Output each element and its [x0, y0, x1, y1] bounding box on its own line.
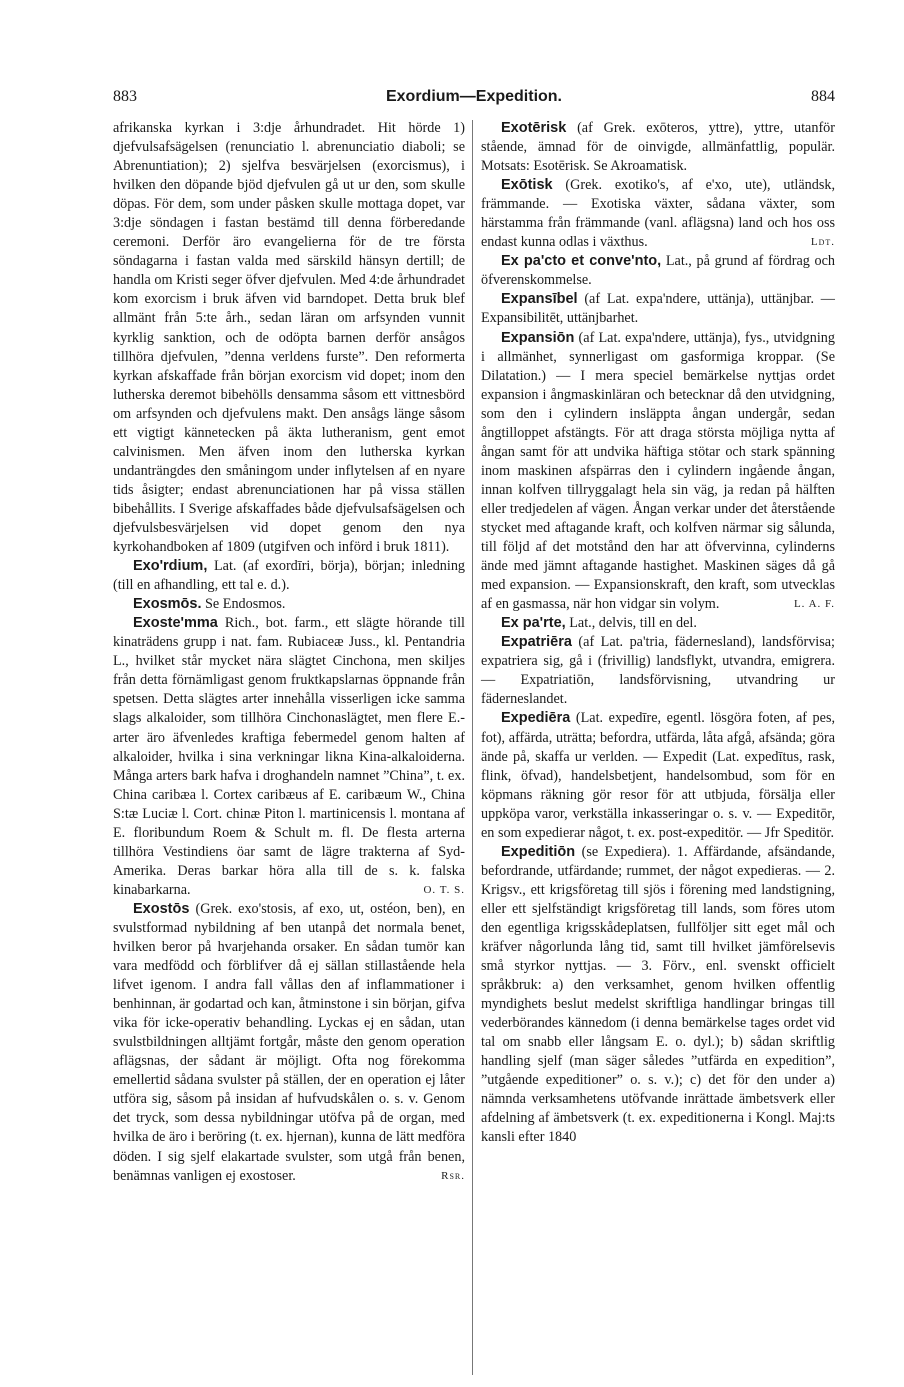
entry-expansion	[481, 329, 835, 615]
entry-text: (af Lat. expa'ndere, uttänja), uttänjbar. — Expansibilitēt, uttänjbarhet.	[481, 291, 835, 327]
page-number-right: 884	[811, 88, 835, 105]
headword: Expediēra	[501, 710, 571, 727]
running-header	[113, 88, 835, 110]
headword: Exosmōs.	[133, 596, 202, 613]
author-signature: O. T. S.	[423, 883, 465, 896]
entry-continuation	[113, 119, 465, 557]
entry-text: Rich., bot. farm., ett slägte hörande till kinaträdens grupp i nat. fam. Rubiaceæ Juss., kl. Pentandria L., hvilket står mycket nära slägtet Cinchona, men skiljes från detta förnämligast genom fruktkapslarnas öppnande från spetsen. Detta slägtes arter innehålla visserligen icke samma slags alkaloider, som tillhöra Cinchonaslägtet, men flere E.-arter äro äfvenledes kraftiga febermedel genom halten af alkaloider, hvilka i sina verkningar likna Kina-alkaloiderna. Många arters bark hafva i droghandeln namnet ”China”, t. ex. China caribæa l. Cortex caribæus af E. caribæum W., China S:tæ Luciæ l. Cort. chinæ Piton l. martinicensis l. montana af E. floribundum Roem & Schult m. fl. De flesta arterna tillhöra Vestindiens öar samt de lägre trakterna af Syd-Amerika. Deras barkar höra alla till de s. k. falska kinabarkarna.	[113, 615, 465, 898]
entry-expedition	[481, 843, 835, 1148]
right-column	[481, 119, 835, 1148]
author-signature: Ldt.	[810, 236, 835, 249]
entry-text: (se Expediera). 1. Affärdande, afsändande, befordrande, utfärdande; rummet, der något expedieras. — 2. Krigsv., ett krigsföretag till sjös i förening med landstigning, eller ett sjelfständigt krigsföretag till lands, som föres utom den egentliga krigsskådeplatsen, fullföljer sitt eget mål och kräfver någorlunda lång tid, samt till hvilket jämförelsevis små styrkor nyttjas. — 3. Förv., enl. svenskt officielt språkbruk: a) den verksamhet, genom hvilken offentlig myndighets beslut medelst skriftliga handlingar bringas till vederbörandes kännedom (i denna bemärkelse tages ordet vid tal om snabb eller långsam E. o. dyl.); b) sådan skriftlig handling sjelf (man säger således ”utfärda en expedition”, ”utgående expeditioner” o. s. v.); c) det för den under a) nämnda verksamhetens utöfvande inrättade ämbetsverk eller afdelning af ämbetsverk (t. ex. expeditionerna i Kongl. Maj:ts kansli efter 1840	[481, 843, 836, 1146]
entry-text: afrikanska kyrkan i 3:dje århundradet. Hit hörde 1) djefvulsafsägelsen (renunciatio l. abrenunciatio diaboli; se Abrenuntiation); 2) sjelfva besvärjelsen (exorcismus), i hvilken den döpande bjöd djefvulen gå ut ur den, som skulle döpas. För dem, som under påsken skulle mottaga dopet, var 3:dje söndagen i fastan bestämd till denna förberedande ceremoni. Derför äro evangelierna för de tre första söndagarna i fastan valda med särskild hänsyn dertill; de handla om Kristi seger öfver djefvulen. Med 4:de århundradet kom exorcism i bruk äfven vid barndopet. Detta bruk blef allmänt från 5:te årh., sedan läran om arfsynden vunnit kyrklig sanktion, och de odöpta barnen derför ansågos tillhöra djefvulen, ”denna verldens furste”. Den reformerta kyrkan afskaffade från början exorcism vid dopet; inom den lutherska deremot bibehölls densamma såsom ett vittnesbörd om arfsynden och djefvulens makt. Den ansågs länge såsom ett vigtigt kännetecken på äkta lutheranism, gent emot calvinismen. Men äfven inom den lutherska kyrkan undanträngdes den småningom under inflytelsen af en nyare tids åsigter; endast abrenunciationen har på vissa ställen bibehållits. I Sverige afskaffades både djefvulsafsägelsen och djefvulsbesvärjelsen vid dopet genom den nya kyrkohandboken af 1809 (utgifven och införd i bruk 1811).	[113, 120, 465, 556]
headword: Exotērisk	[501, 120, 567, 136]
column-divider	[472, 120, 473, 1375]
entry-exotisk	[481, 176, 835, 252]
entry-exordium	[113, 557, 465, 595]
headword: Expeditiōn	[501, 843, 576, 860]
headword: Expansībel	[501, 291, 578, 308]
headword: Exoste'mma	[133, 615, 218, 632]
entry-text: (Lat. expedīre, egentl. lösgöra foten, af pes, fot), affärda, uträtta; befordra, utfärda, låta afgå, afsända; göra ände på, skaffa ur verlden. — Expedit (Lat. expedītus, rask, flink, öfvad), handelsbetjent, handelsombud, som för en köpmans räkning gör resor för att utbjuda, försälja eller uppköpa varor, verkställa inkasseringar o. s. v. — Expeditōr, en som expedierar något, t. ex. post-expeditör. — Jfr Speditör.	[481, 710, 836, 841]
entry-exostos	[113, 900, 465, 1186]
entry-exosmos	[113, 595, 465, 614]
headword: Expansiōn	[501, 329, 575, 346]
headword: Expatriēra	[501, 634, 572, 651]
entry-expansibel	[481, 290, 835, 328]
entry-text: (af Grek. exōteros, yttre), yttre, utanför stående, ämnad för de oinvigde, allmänfattlig, populär. Motsats: Esotērisk. Se Akroamatisk.	[481, 120, 835, 175]
entry-ex-parte	[481, 614, 835, 633]
entry-text: Lat., delvis, till en del.	[569, 615, 697, 632]
entry-exoterisk	[481, 119, 835, 176]
entry-text: Lat., på grund af fördrag och öfverenskommelse.	[481, 253, 836, 289]
left-column	[113, 119, 465, 1186]
running-title: Exordium—Expedition.	[385, 88, 562, 105]
headword: Ex pa'rte,	[501, 615, 566, 632]
entry-text: (af Lat. pa'tria, fädernesland), landsförvisa; expatriera sig, gå i (frivillig) landsflykt, utvandra, emigrera. — Expatriatiōn, landsförvisning, utvandring ur fäderneslandet.	[481, 634, 835, 708]
headword: Ex pa'cto et conve'nto,	[501, 253, 662, 270]
headword: Exōtisk	[501, 177, 553, 194]
entry-text: (af Lat. expa'ndere, uttänja), fys., utvidgning i allmänhet, synnerligast om gasformiga kroppar. (Se Dilatation.) — I mera speciel bemärkelse nyttjas ordet expansion i ångmaskinläran och betecknar då den utvidgning, som den i cylindern insläppta ångan undergår, sedan ångtilloppet afstängts. För att draga största möjliga nytta af ångan samt för att undvika häftiga stötar och stark spänning inom maskinen afspärras den i cylindern ingående ångan, innan kolfven tillryggalagt hela sin väg, ja redan på hälften eller tredjedelen af vägen. Ångan verkar under det återstående stycket med aftagande kraft, och kolfven närmar sig sålunda, till följd af det motstånd den har att öfvervinna, cylinderns ände med jämnt aftagande hastighet. Maskinen säges då gå med expansion. — Expansionskraft, den kraft, som utvecklas af en gasmassa, när hon vidgar sin volym.	[481, 329, 835, 613]
headword: Exo'rdium,	[133, 558, 208, 575]
entry-text: (Grek. exotiko's, af e'xo, ute), utländsk, främmande. — Exotiska växter, sådana växter, som härstamma från främmande (vanl. aflägsna) land och hos oss endast kunna odlas i växthus.	[481, 177, 835, 251]
entry-text: Se Endosmos.	[205, 596, 286, 613]
page-number-left: 883	[113, 88, 137, 105]
entry-text: Lat. (af exordīri, börja), början; inledning (till en afhandling, ett tal e. d.).	[113, 558, 466, 594]
headword: Exostōs	[133, 900, 190, 917]
entry-expatriera	[481, 633, 835, 709]
author-signature: Rsr.	[441, 1169, 465, 1182]
author-signature: L. A. F.	[793, 598, 835, 611]
entry-expediera	[481, 709, 835, 842]
entry-ex-pacto	[481, 252, 835, 290]
entry-text: (Grek. exo'stosis, af exo, ut, ostéon, ben), en svulstformad nybildning af ben utanpå det normala benet, hvilken beror på hvarjehanda orsaker. En sådan tumör kan vara medfödd och förblifver då ej sällan stillastående hela lifvet igenom. I andra fall vållas den af inflammationer i benhinnan, är godartad och kan, åtminstone i sin början, gifva vika för icke-operativ behandling. Lyckas ej en sådan, utan svulstbildningen alltjämt fortgår, måste den genom operation aflägsnas, der sådant är möjligt. Ofta nog förekomma emellertid sådana svulster på ställen, der en operation ej låter utföra sig, såsom på insidan af hufvudskålen o. s. v. Genom det tryck, som dessa nybildningar utöfva på de organ, med hvilka de äro i beröring (t. ex. hjernan), kunna de lätt medföra döden. I sig sjelf elakartade svulster, som utgå från benen, benämnas vanligen ej exostoser.	[113, 900, 465, 1184]
entry-exostemma	[113, 614, 465, 900]
